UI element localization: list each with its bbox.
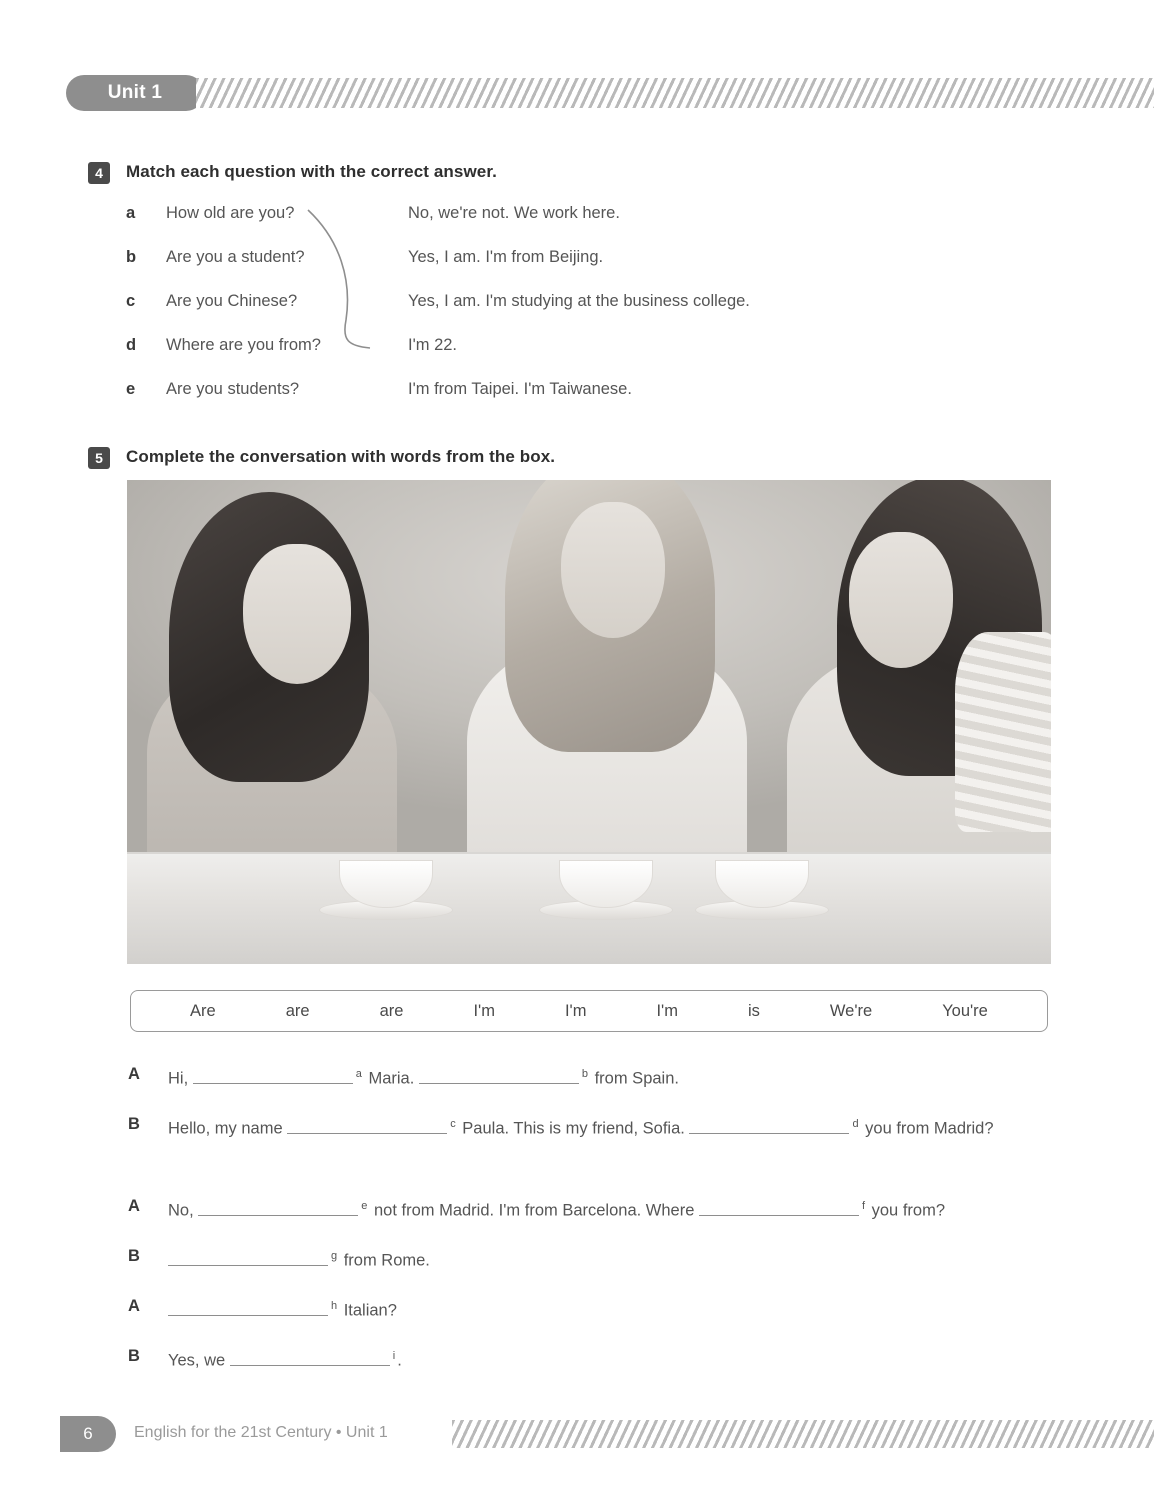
blank-label: i [392, 1350, 396, 1362]
photo-person-center [457, 480, 757, 892]
exercise-4-title: Match each question with the correct answer. [126, 162, 497, 181]
conversation-photo [127, 480, 1051, 964]
blank-label: d [852, 1118, 859, 1130]
blank-label: a [355, 1068, 362, 1080]
word-bank-box [130, 990, 1048, 1032]
conversation-speaker: B [128, 1347, 140, 1365]
match-row-answer[interactable]: I'm 22. [408, 336, 458, 354]
person-face [561, 502, 665, 638]
match-row-letter: d [126, 336, 137, 354]
blank-label: c [450, 1118, 456, 1130]
fill-in-blank[interactable] [198, 1200, 358, 1216]
fill-in-blank[interactable] [230, 1350, 390, 1366]
blank-label: h [331, 1300, 338, 1312]
word-bank-item[interactable]: I'm [473, 1001, 495, 1020]
match-row [126, 248, 1026, 274]
conversation-text: $^h$ Italian? [168, 1290, 1048, 1327]
unit-badge [66, 75, 204, 111]
footer-title-text: English for the 21st Century • Unit 1 [134, 1424, 388, 1441]
match-row [126, 292, 1026, 318]
blank-label: e [361, 1200, 368, 1212]
unit-badge-label: Unit 1 [107, 82, 163, 103]
match-row-question[interactable]: Are you Chinese? [166, 292, 298, 310]
footer-hatch-decoration [452, 1420, 1154, 1448]
exercise-4-number: 4 [88, 162, 110, 184]
conversation-text: Yes, we $^i$ . [168, 1350, 402, 1370]
match-row [126, 204, 1026, 230]
conversation-text: Hi, $^a$ Maria. $^b$ from Spain. [168, 1068, 679, 1088]
fill-in-blank[interactable] [287, 1118, 447, 1134]
match-row-letter: a [126, 204, 136, 222]
fill-in-blank[interactable] [689, 1118, 849, 1134]
word-bank-item[interactable]: You're [942, 1001, 988, 1020]
word-bank-item[interactable]: I'm [564, 1001, 587, 1020]
person-scarf [955, 632, 1051, 832]
match-row-question[interactable]: Are you students? [166, 380, 299, 398]
word-bank-item[interactable]: are [379, 1001, 404, 1020]
page-number: 6 [83, 1424, 93, 1443]
match-row-answer[interactable]: I'm from Taipei. I'm Taiwanese. [408, 380, 632, 398]
word-bank-item[interactable]: I'm [656, 1001, 678, 1020]
exercise-5-title: Complete the conversation with words from the box. [126, 447, 556, 466]
fill-in-blank[interactable] [419, 1068, 579, 1084]
blank-label: b [581, 1068, 589, 1080]
conversation-speaker: B [128, 1247, 140, 1265]
person-face [849, 532, 953, 668]
match-row [126, 336, 1026, 362]
match-row-letter: e [126, 380, 136, 398]
conversation-speaker: A [128, 1297, 140, 1315]
conversation-text: $^g$ from Rome. [168, 1240, 1048, 1277]
fill-in-blank[interactable] [168, 1250, 328, 1266]
conversation-text: Hello, my name $^c$ Paula. This is my friend, Sofia. $^d$ you from Madrid? [168, 1118, 994, 1138]
header-hatch-decoration [196, 78, 1154, 108]
match-row-answer[interactable]: Yes, I am. I'm from Beijing. [408, 248, 604, 266]
footer-title [134, 1424, 388, 1442]
photo-person-right [767, 480, 1051, 892]
fill-in-blank[interactable] [699, 1200, 859, 1216]
blank-label: g [331, 1250, 338, 1262]
match-row-question[interactable]: Where are you from? [166, 336, 321, 354]
word-bank-item[interactable]: We're [829, 1001, 873, 1020]
word-bank-item[interactable]: are [285, 1001, 310, 1020]
match-row-answer[interactable]: No, we're not. We work here. [408, 204, 620, 222]
conversation-speaker: A [128, 1197, 140, 1215]
conversation-speaker: A [128, 1065, 140, 1083]
fill-in-blank[interactable] [168, 1300, 328, 1316]
match-row-letter: b [126, 248, 137, 266]
match-row-question[interactable]: Are you a student? [166, 248, 305, 266]
exercise-5-number: 5 [88, 447, 110, 469]
blank-label: f [861, 1200, 866, 1212]
conversation-speaker: B [128, 1115, 140, 1133]
word-bank-item[interactable]: Are [190, 1001, 216, 1020]
match-row-question[interactable]: How old are you? [166, 204, 295, 222]
match-row-answer[interactable]: Yes, I am. I'm studying at the business college. [408, 292, 750, 310]
page-number-badge [60, 1416, 116, 1452]
photo-person-left [147, 482, 417, 892]
word-bank-item[interactable]: is [747, 1001, 760, 1020]
person-face [243, 544, 351, 684]
match-row-letter: c [126, 292, 136, 310]
match-row [126, 380, 1026, 406]
fill-in-blank[interactable] [193, 1068, 353, 1084]
conversation-text: No, $^e$ not from Madrid. I'm from Barcelona. Where $^f$ you from? [168, 1200, 945, 1220]
